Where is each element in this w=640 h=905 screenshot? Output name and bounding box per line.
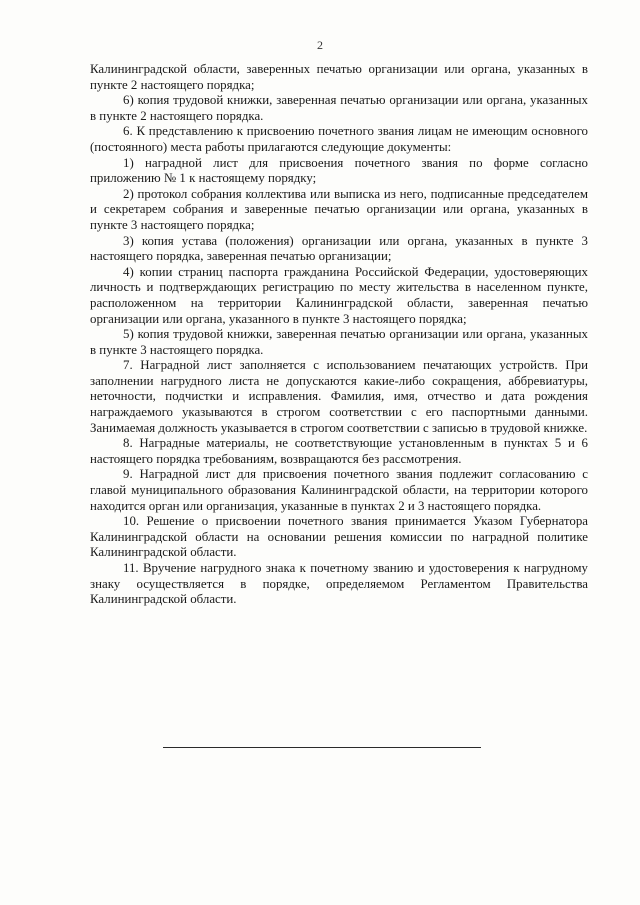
paragraph-clause-8: 8. Наградные материалы, не соответствующие установленным в пунктах 5 и 6 настоящего порядка требованиям, возвращаются без рассмотрения. [90, 436, 588, 466]
paragraph-item-6-3: 3) копия устава (положения) организации или органа, указанных в пункте 3 настоящего порядка, заверенная печатью организации; [90, 233, 588, 264]
paragraph-item-5-6: 6) копия трудовой книжки, заверенная печатью организации или органа, указанных в пункте 2 настоящего порядка. [90, 93, 588, 123]
paragraph-clause-9: 9. Наградной лист для присвоения почетного звания подлежит согласованию с главой муниципального образования Калининградской области, на территории которого находится орган или организация, указанные в пунктах 2 и 3 настоящего порядка. [90, 467, 588, 513]
paragraph-item-6-4: 4) копии страниц паспорта гражданина Российской Федерации, удостоверяющих личность и подтверждающих регистрацию по месту жительства в населенном пункте, расположенном на территории Калининградской области, заверенная печатью организации или органа, указанного в пункте 3 настоящего порядка; [90, 264, 588, 326]
paragraph-item-6-1: 1) наградной лист для присвоения почетного звания по форме согласно приложению № 1 к настоящему порядку; [90, 155, 588, 186]
end-divider-line [163, 747, 481, 748]
paragraph-continuation: Калининградской области, заверенных печатью организации или органа, указанных в пункте 2 настоящего порядка; [90, 62, 588, 92]
paragraph-clause-11: 11. Вручение нагрудного знака к почетному званию и удостоверения к нагрудному знаку осуществляется в порядке, определяемом Регламентом Правительства Калининградской области. [90, 561, 588, 607]
paragraph-clause-6: 6. К представлению к присвоению почетного звания лицам не имеющим основного (постоянного) места работы прилагаются следующие документы: [90, 124, 588, 154]
document-body [90, 62, 588, 608]
paragraph-clause-10: 10. Решение о присвоении почетного звания принимается Указом Губернатора Калининградской области на основании решения комиссии по наградной политике Калининградской области. [90, 514, 588, 560]
page-number: 2 [317, 38, 323, 52]
paragraph-item-6-5: 5) копия трудовой книжки, заверенная печатью организации или органа, указанных в пункте 3 настоящего порядка. [90, 327, 588, 357]
paragraph-item-6-2: 2) протокол собрания коллектива или выписка из него, подписанные председателем и секретарем собрания и заверенные печатью организации или органа, указанных в пункте 3 настоящего порядка; [90, 186, 588, 232]
paragraph-clause-7: 7. Наградной лист заполняется с использованием печатающих устройств. При заполнении нагрудного листа не допускаются какие-либо сокращения, аббревиатуры, неточности, подчистки и исправления. Фамилия, имя, отчество и дата рождения награждаемого указываются в строгом соответствии с его паспортными данными. Занимаемая должность указывается в строгом соответствии с записью в трудовой книжке. [90, 358, 588, 435]
